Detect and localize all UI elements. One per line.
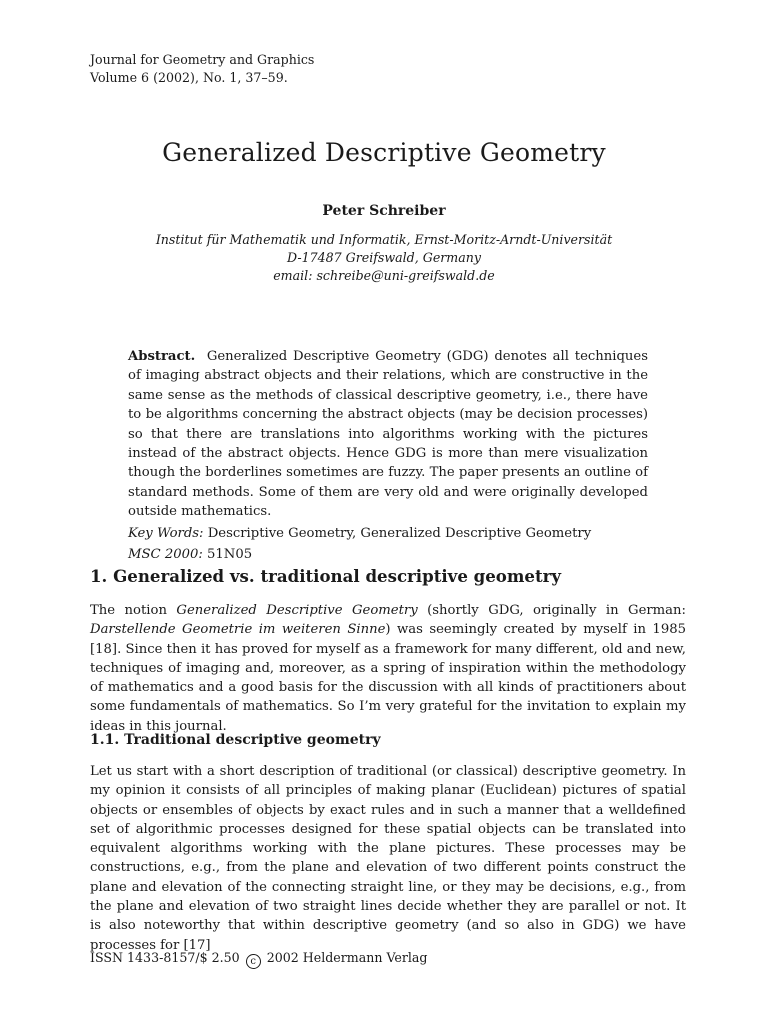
msc-label: MSC 2000: bbox=[128, 547, 203, 563]
paper-title: Generalized Descriptive Geometry bbox=[162, 138, 606, 167]
keywords-line bbox=[128, 524, 648, 543]
publisher: 2002 Heldermann Verlag bbox=[266, 950, 428, 965]
german-term-italic: Darstellende Geometrie im weiteren Sinne bbox=[90, 622, 386, 638]
author-name: Peter Schreiber bbox=[322, 203, 446, 219]
abstract-text: Generalized Descriptive Geometry (GDG) denotes all techniques of imaging abstract objects and their relations, which are constructive in the same sense as the methods of classical descriptive geometry, i.e., there have to be algorithms concerning the abstract objects (may be decision processes) so that there are translations into algorithms working with the pictures instead of the abstract objects. Hence GDG is more than mere visualization though the borderlines sometimes are fuzzy. The paper presents an outline of standard methods. Some of them are very old and were originally developed outside mathematics. bbox=[128, 349, 648, 520]
msc-code: 51N05 bbox=[207, 547, 253, 563]
text-run: (shortly GDG, originally in German: bbox=[417, 603, 686, 618]
copyright-icon: c bbox=[246, 954, 261, 969]
subsection-heading: 1.1. Traditional descriptive geometry bbox=[90, 732, 381, 748]
notion-italic: Generalized Descriptive Geometry bbox=[176, 603, 418, 618]
section-heading: 1. Generalized vs. traditional descriptive geometry bbox=[90, 566, 562, 586]
abstract-label: Abstract. bbox=[128, 349, 196, 364]
text-run: ) was seemingly created by myself in 1985 [18]. Since then it has proved for myself as a framework for many different, old and new, techniques of imaging and, moreover, as a spring of inspiration within the methodology of mathematics and a good basis for the discussion with all kinds of practitioners about some fundamentals of mathematics. So I’m very grateful for the invitation to explain my ideas in this journal. bbox=[90, 622, 686, 734]
subsection-body bbox=[90, 762, 686, 955]
affiliation-address: D-17487 Greifswald, Germany bbox=[287, 250, 481, 265]
journal-header bbox=[90, 51, 314, 87]
abstract-block bbox=[128, 347, 648, 564]
section-body bbox=[90, 601, 686, 736]
issn: ISSN 1433-8157/$ 2.50 bbox=[90, 950, 240, 965]
section-paragraph bbox=[90, 601, 686, 736]
affiliation bbox=[0, 231, 768, 285]
keywords-label: Key Words: bbox=[128, 525, 204, 541]
journal-name: Journal for Geometry and Graphics bbox=[90, 52, 315, 67]
subsection-paragraph: Let us start with a short description of traditional (or classical) descriptive geometry. In my opinion it consists of all principles of making planar (Euclidean) pictures of spatial objects or ensembles of objects by exact rules and in such a manner that a welldefined set of algorithmic processes designed for these spatial objects can be translated into equivalent algorithms working with the plane pictures. These processes may be constructions, e.g., from the plane and elevation of two different points construct the plane and elevation of the connecting straight line, or they may be decisions, e.g., from the plane and elevation of two straight lines decide whether they are parallel or not. It is also noteworthy that within descriptive geometry (and so also in GDG) we have processes for [17] bbox=[90, 764, 686, 953]
journal-issue: Volume 6 (2002), No. 1, 37–59. bbox=[90, 70, 288, 85]
msc-line bbox=[128, 545, 648, 564]
affiliation-institute: Institut für Mathematik und Informatik, Ernst-Moritz-Arndt-Universität bbox=[155, 232, 613, 247]
footer bbox=[90, 950, 427, 969]
affiliation-email[interactable]: email: schreibe@uni-greifswald.de bbox=[273, 268, 495, 283]
abstract-paragraph bbox=[128, 347, 648, 522]
keywords-text: Descriptive Geometry, Generalized Descriptive Geometry bbox=[207, 525, 592, 541]
text-run: The notion bbox=[90, 603, 177, 618]
